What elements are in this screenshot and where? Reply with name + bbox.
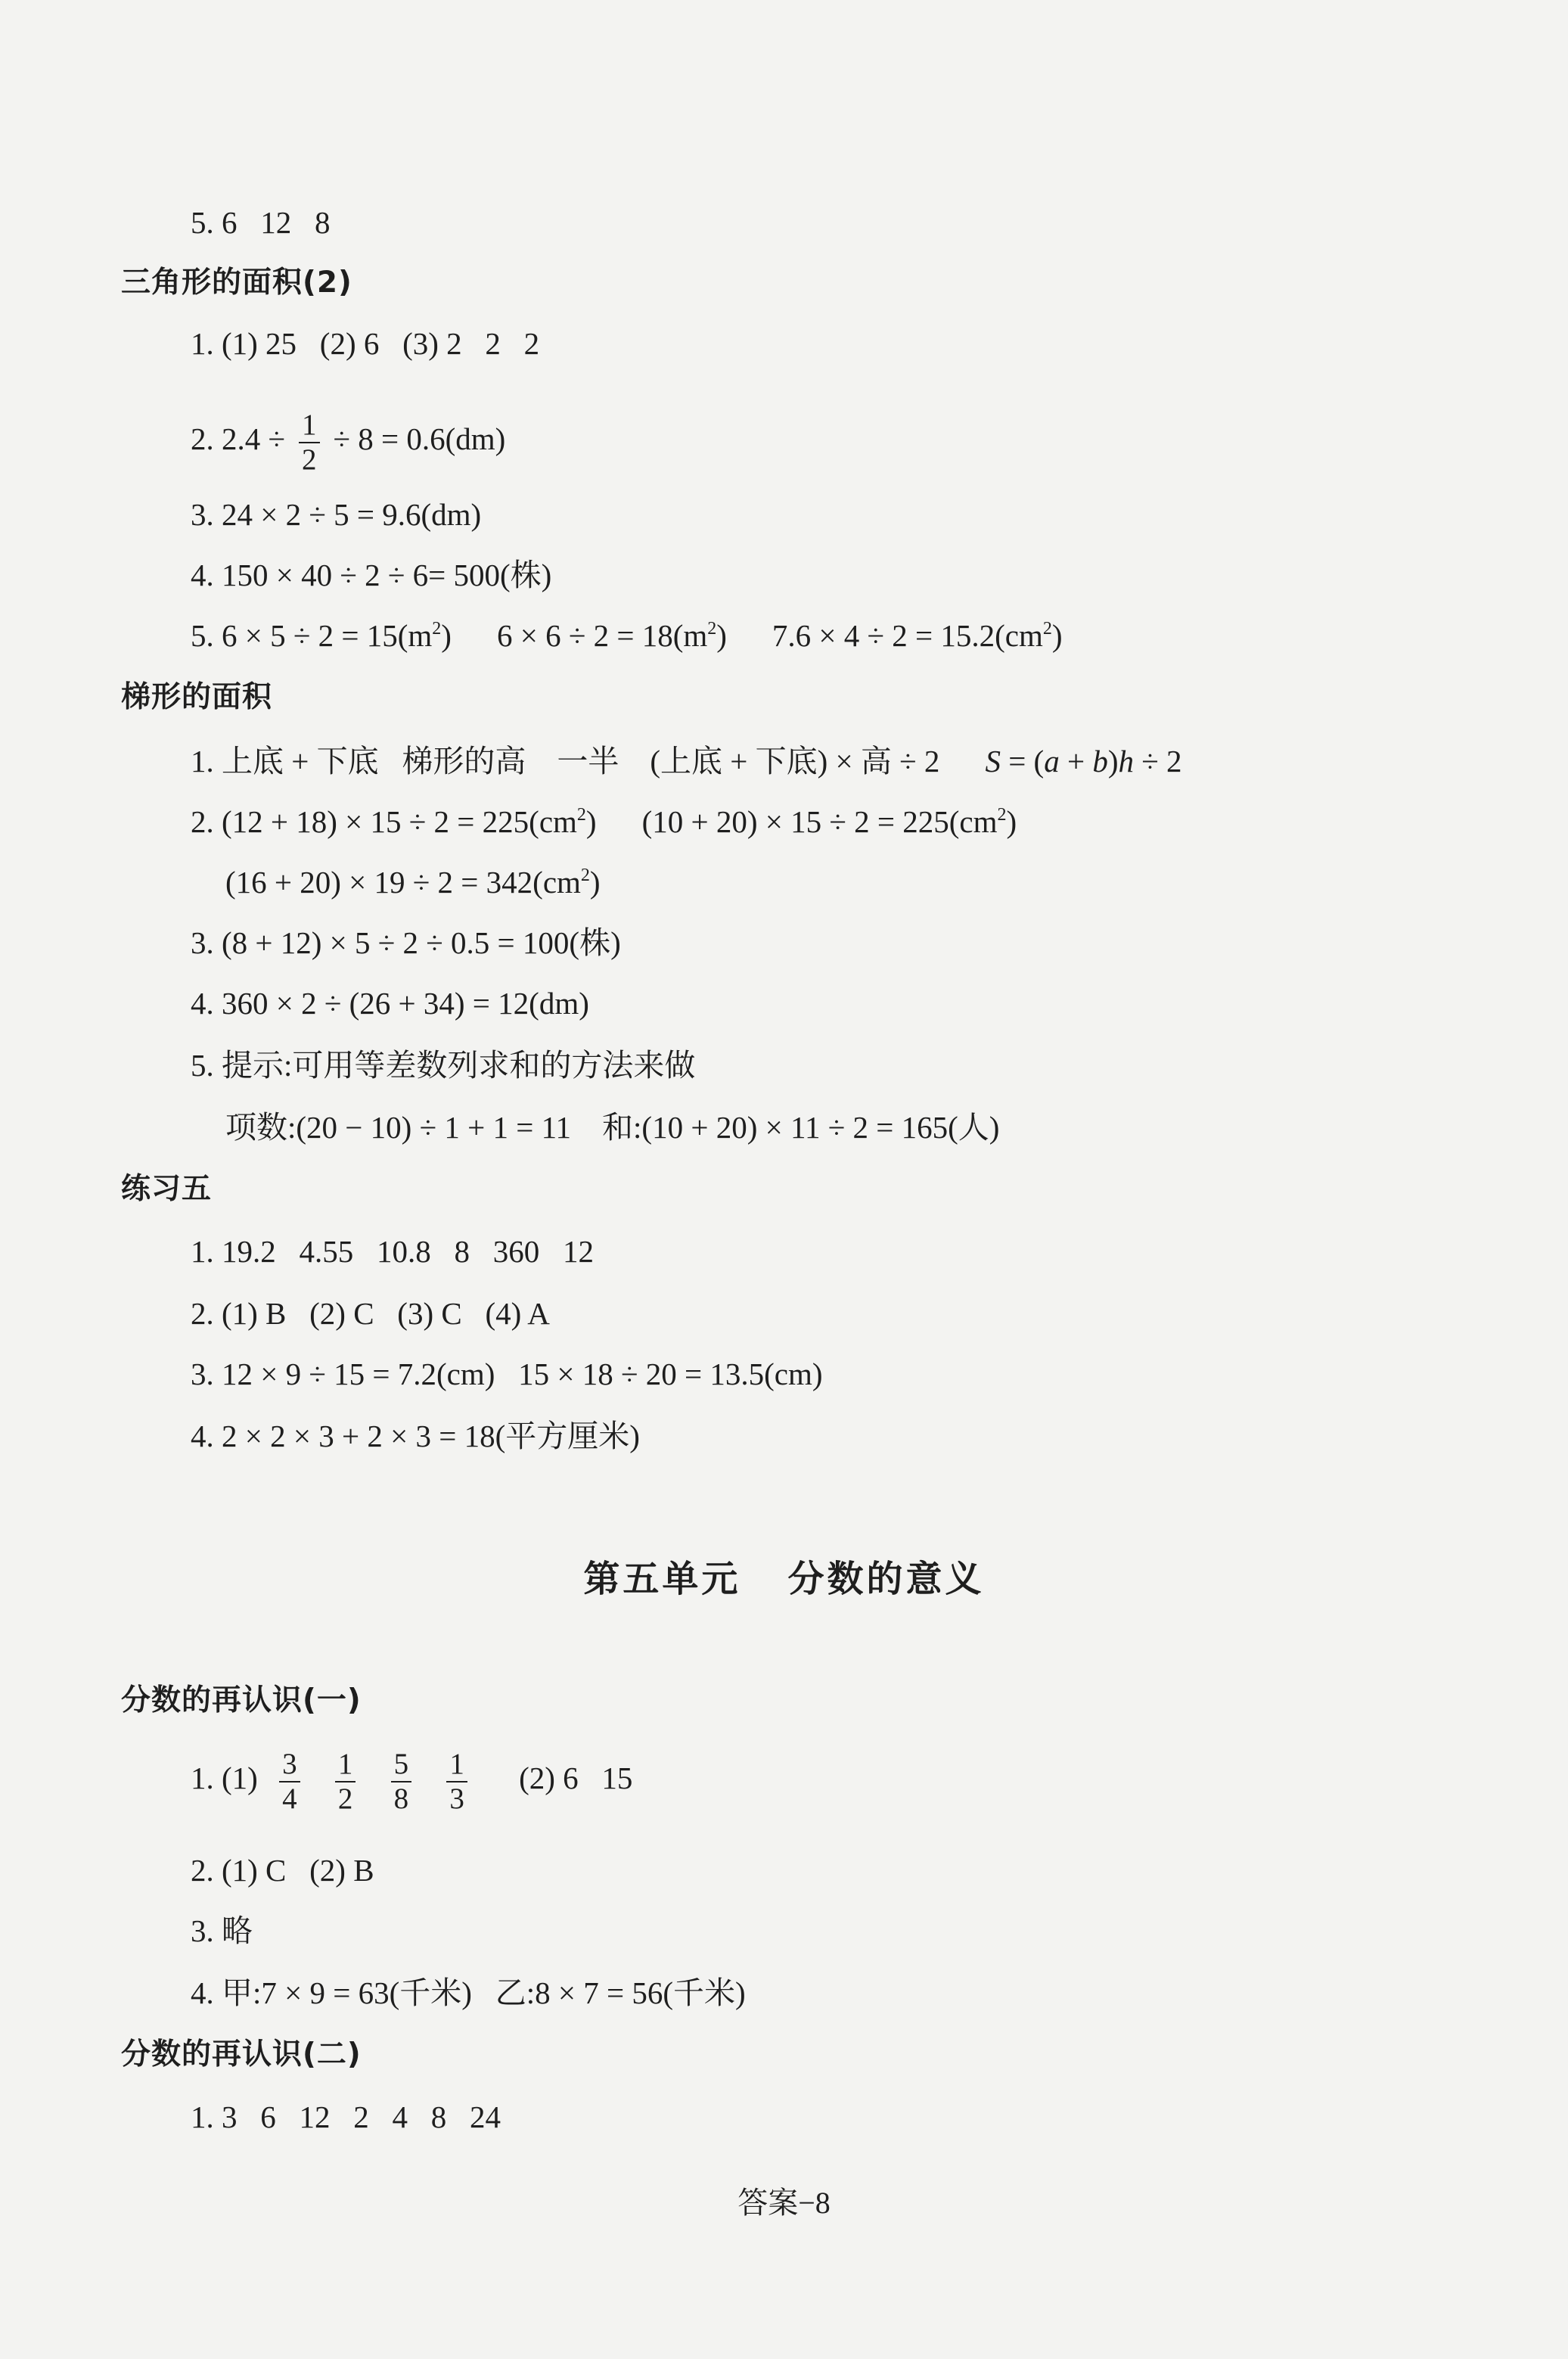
answer-line xyxy=(191,741,1182,781)
expr-text: (2) 6 15 xyxy=(519,1761,633,1795)
answer-line: 3. 略 xyxy=(191,1913,253,1948)
answer-line xyxy=(191,616,1063,655)
answer-line xyxy=(225,862,601,902)
var-s: S xyxy=(985,744,1001,779)
superscript: 2 xyxy=(1042,619,1052,639)
answer-line: 项数:(20 − 10) ÷ 1 + 1 = 11 和:(10 + 20) × 11 ÷ 2 = 165(人) xyxy=(225,1110,1000,1145)
expr-text: 2. 2.4 ÷ xyxy=(191,421,286,456)
expr-text: ) xyxy=(1107,744,1119,779)
section-title-trapezoid-area: 梯形的面积 xyxy=(121,680,273,714)
expr-text: 5. 6 × 5 ÷ 2 = 15(m xyxy=(191,618,433,653)
expr-text: (16 + 20) × 19 ÷ 2 = 342(cm xyxy=(225,865,581,900)
expr-text: 7.6 × 4 ÷ 2 = 15.2(cm xyxy=(772,618,1043,653)
answer-line: 5. 提示:可用等差数列求和的方法来做 xyxy=(191,1048,696,1083)
fraction xyxy=(279,1748,300,1816)
answer-line: 4. 150 × 40 ÷ 2 ÷ 6= 500(株) xyxy=(191,558,552,592)
superscript: 2 xyxy=(580,866,590,885)
fraction-denominator: 3 xyxy=(449,1782,464,1815)
superscript: 2 xyxy=(997,805,1007,825)
expr-text: 2. (12 + 18) × 15 ÷ 2 = 225(cm xyxy=(191,804,577,839)
answer-line: 3. 24 × 2 ÷ 5 = 9.6(dm) xyxy=(191,497,482,532)
fraction xyxy=(335,1748,356,1816)
answer-line: 2. (1) B (2) C (3) C (4) A xyxy=(191,1296,550,1331)
fraction-denominator: 8 xyxy=(393,1782,409,1815)
fraction-denominator: 2 xyxy=(302,443,317,476)
var-b: b xyxy=(1092,744,1108,779)
section-title-fraction-2: 分数的再认识(二) xyxy=(121,2037,362,2072)
answer-line: 5. 6 12 8 xyxy=(191,205,331,240)
var-a: a xyxy=(1044,744,1060,779)
unit-title: 第五单元 分数的意义 xyxy=(583,1558,985,1600)
answer-line: 3. 12 × 9 ÷ 15 = 7.2(cm) 15 × 18 ÷ 20 = 13.5(cm) xyxy=(191,1357,823,1391)
answer-line: 2. (1) C (2) B xyxy=(191,1853,374,1888)
superscript: 2 xyxy=(707,619,717,639)
expr-text: ÷ 8 = 0.6(dm) xyxy=(333,421,506,456)
answer-line: 4. 360 × 2 ÷ (26 + 34) = 12(dm) xyxy=(191,986,589,1021)
answer-line: 1. (1) 25 (2) 6 (3) 2 2 2 xyxy=(191,326,540,361)
expr-text: ) xyxy=(716,618,727,653)
expr-text: ) xyxy=(589,865,601,900)
superscript: 2 xyxy=(432,619,442,639)
answer-line: 3. (8 + 12) × 5 ÷ 2 ÷ 0.5 = 100(株) xyxy=(191,925,621,960)
expr-text: ) xyxy=(441,618,452,653)
expr-text: = ( xyxy=(1008,744,1045,779)
answer-line-fraction xyxy=(191,401,505,477)
expr-text: ) xyxy=(585,804,597,839)
fraction-numerator: 1 xyxy=(299,409,320,443)
expr-text: 6 × 6 ÷ 2 = 18(m xyxy=(496,618,708,653)
fraction-numerator: 1 xyxy=(335,1748,356,1782)
fraction xyxy=(299,409,320,477)
fraction-numerator: 3 xyxy=(279,1748,300,1782)
expr-text: ÷ 2 xyxy=(1141,744,1182,779)
fraction-denominator: 2 xyxy=(337,1782,353,1815)
answer-line-fractions xyxy=(191,1740,632,1816)
answer-line: 1. 19.2 4.55 10.8 8 360 12 xyxy=(191,1234,594,1269)
fraction-numerator: 5 xyxy=(391,1748,412,1782)
answer-line: 4. 2 × 2 × 3 + 2 × 3 = 18(平方厘米) xyxy=(191,1419,640,1453)
answer-line xyxy=(191,802,1017,841)
section-title-triangle-area-2: 三角形的面积(2) xyxy=(121,266,352,300)
page-number: 答案−8 xyxy=(737,2186,831,2220)
fraction-numerator: 1 xyxy=(446,1748,467,1782)
expr-text: ) xyxy=(1006,804,1017,839)
expr-text: 1. (1) xyxy=(191,1761,258,1795)
fraction-denominator: 4 xyxy=(282,1782,297,1815)
section-title-exercise-5: 练习五 xyxy=(121,1172,213,1206)
answer-line: 4. 甲:7 × 9 = 63(千米) 乙:8 × 7 = 56(千米) xyxy=(191,1975,746,2010)
superscript: 2 xyxy=(576,805,586,825)
expr-text: + xyxy=(1067,744,1085,779)
expr-text: 1. 上底 + 下底 梯形的高 一半 (上底 + 下底) × 高 ÷ 2 xyxy=(191,744,940,779)
var-h: h xyxy=(1118,744,1134,779)
fraction xyxy=(446,1748,467,1816)
expr-text: (10 + 20) × 15 ÷ 2 = 225(cm xyxy=(641,804,998,839)
fraction xyxy=(391,1748,412,1816)
section-title-fraction-1: 分数的再认识(一) xyxy=(121,1683,362,1717)
answer-line: 1. 3 6 12 2 4 8 24 xyxy=(191,2099,501,2134)
expr-text: ) xyxy=(1051,618,1063,653)
